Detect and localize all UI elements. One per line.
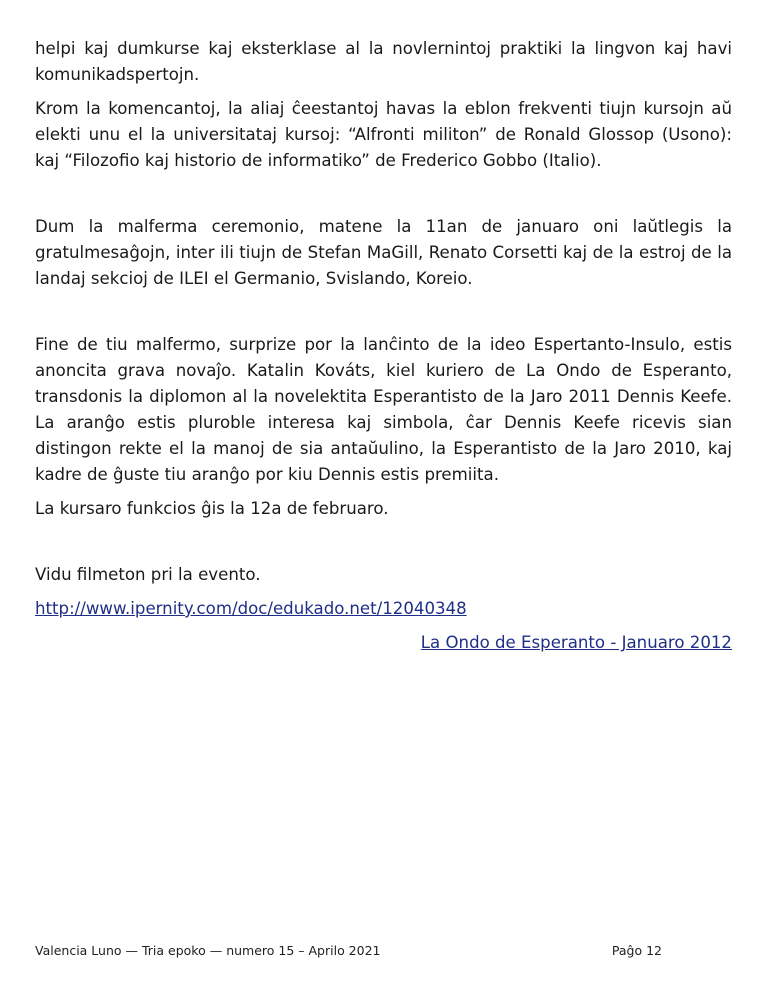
paragraph-4: Fine de tiu malfermo, surprize por la lanĉinto de la ideo Espertanto-Insulo, estis anoncita grava novaĵo. Katalin Kováts, kiel kuriero de La Ondo de Esperanto, transdonis la diplomon al la novelektita Esperantisto de la Jaro 2011 Dennis Keefe. La aranĝo estis pluroble interesa kaj simbola, ĉar Dennis Keefe ricevis sian distingon rekte el la manoj de sia antaŭulino, la Esperantisto de la Jaro 2010, kaj kadre de ĝuste tiu aranĝo por kiu Dennis estis premiita. — [35, 335, 732, 484]
paragraph-1: helpi kaj dumkurse kaj eksterklase al la novlernintoj praktiki la lingvon kaj havi komunikadspertojn. — [35, 39, 732, 84]
footer-publication: Valencia Luno — Tria epoko — numero 15 – Aprilo 2021 — [35, 943, 381, 958]
video-link[interactable]: http://www.ipernity.com/doc/edukado.net/12040348 — [35, 599, 467, 618]
page-footer — [35, 943, 662, 958]
paragraph-3: Dum la malferma ceremonio, matene la 11an de januaro oni laŭtlegis la gratulmesaĝojn, inter ili tiujn de Stefan MaGill, Renato Corsetti kaj de la estroj de la landaj sekcioj de ILEI el Germanio, Svislando, Koreio. — [35, 217, 732, 288]
paragraph-2: Krom la komencantoj, la aliaj ĉeestantoj havas la eblon frekventi tiujn kursojn aŭ elekti unu el la universitataj kursoj: “Alfronti militon” de Ronald Glossop (Usono): kaj “Filozofio kaj historio de informatiko” de Frederico Gobbo (Italio). — [35, 99, 732, 170]
source-link[interactable]: La Ondo de Esperanto - Januaro 2012 — [420, 633, 732, 652]
article-body — [35, 36, 732, 656]
footer-page-number: Paĝo 12 — [611, 943, 662, 958]
paragraph-6: Vidu filmeton pri la evento. — [35, 565, 261, 584]
source-paragraph — [35, 630, 732, 656]
paragraph-5: La kursaro funkcios ĝis la 12a de februaro. — [35, 499, 389, 518]
video-link-paragraph — [35, 596, 732, 622]
